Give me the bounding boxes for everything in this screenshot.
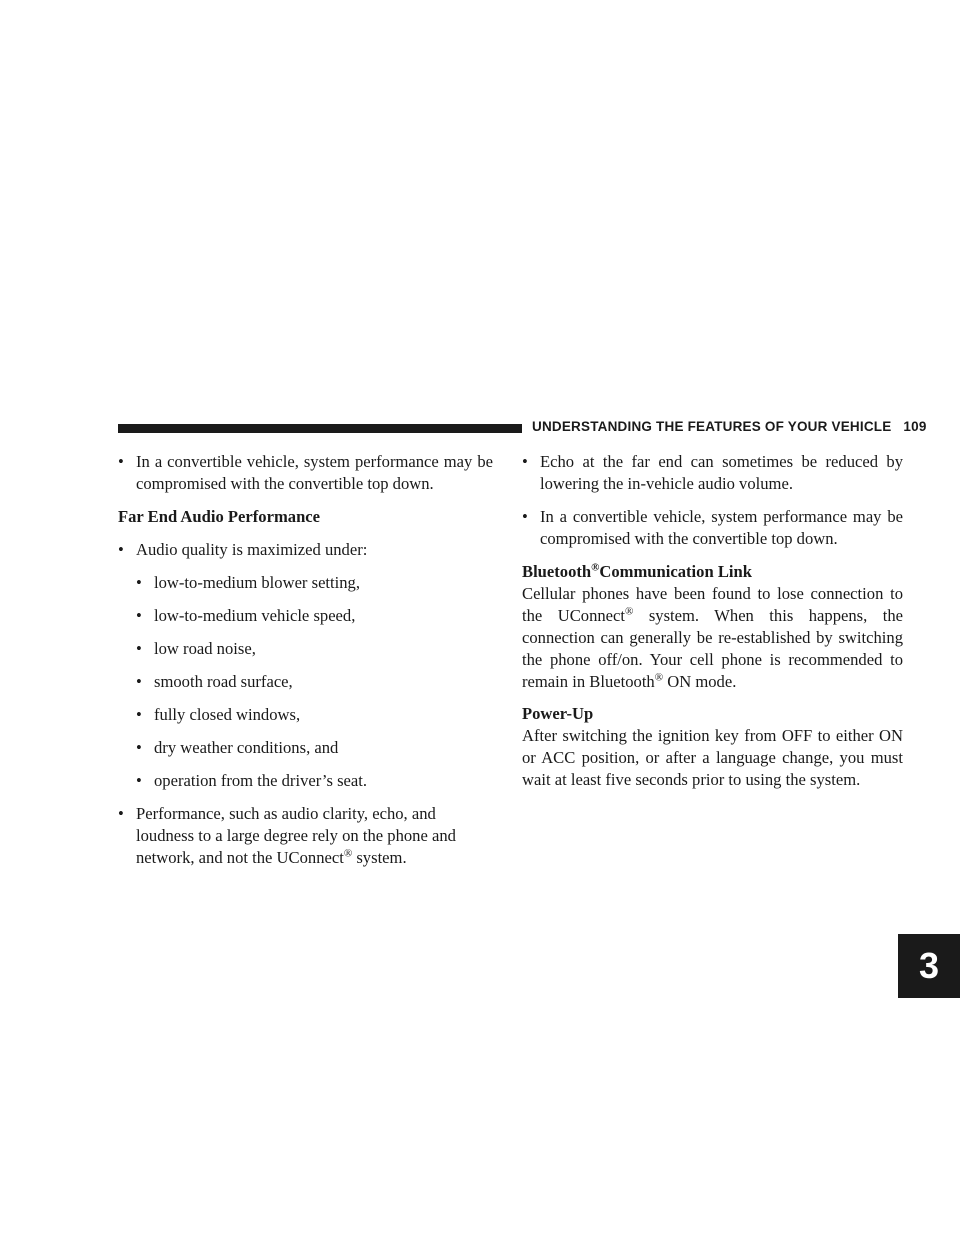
- page-number: 109: [903, 419, 927, 434]
- list-item: • In a convertible vehicle, system performance may be compromised with the convertible top down.: [522, 507, 903, 548]
- header-rule: [118, 424, 522, 433]
- body-paragraph: Cellular phones have been found to lose connection to the UConnect® system. When this happens, the connection can generally be re-established by switching the phone off/on. Your cell phone is recommended to remain in Bluetooth® ON mode.: [522, 584, 903, 691]
- section-heading: Far End Audio Performance: [118, 507, 321, 526]
- sub-list-item: • low-to-medium vehicle speed,: [136, 606, 356, 625]
- bullet-icon: •: [136, 573, 142, 592]
- bullet-icon: •: [118, 540, 124, 559]
- sub-list-item: • low road noise,: [136, 639, 256, 658]
- bullet-icon: •: [522, 452, 528, 471]
- section-heading: Power-Up: [522, 704, 594, 723]
- sub-list-item: • fully closed windows,: [136, 705, 301, 724]
- sub-list-item: • dry weather conditions, and: [136, 738, 339, 757]
- sub-list-item: • operation from the driver’s seat.: [136, 771, 368, 790]
- registered-mark: ®: [591, 561, 600, 574]
- sub-list-item: • smooth road surface,: [136, 672, 293, 691]
- bullet-icon: •: [136, 639, 142, 658]
- bullet-icon: •: [136, 672, 142, 691]
- registered-mark: ®: [343, 847, 353, 860]
- bullet-icon: •: [118, 804, 124, 823]
- registered-mark: ®: [625, 605, 634, 618]
- list-item: • In a convertible vehicle, system performance may be compromised with the convertible top down.: [118, 452, 493, 493]
- bullet-icon: •: [118, 452, 124, 471]
- bullet-icon: •: [522, 507, 528, 526]
- list-item: • Echo at the far end can sometimes be reduced by lowering the in-vehicle audio volume.: [522, 452, 903, 493]
- left-column: [118, 451, 493, 880]
- sub-list-item: • low-to-medium blower setting,: [136, 573, 361, 592]
- section-heading: Bluetooth®Communication Link: [522, 561, 752, 581]
- bullet-icon: •: [136, 606, 142, 625]
- list-item: • Audio quality is maximized under:: [118, 540, 368, 559]
- list-item: • Performance, such as audio clarity, echo, and loudness to a large degree rely on the phone and network, and not the UConnect® system.: [118, 804, 456, 867]
- bullet-icon: •: [136, 771, 142, 790]
- right-column: [522, 451, 903, 801]
- running-header: [532, 419, 927, 434]
- registered-mark: ®: [654, 671, 664, 684]
- bullet-icon: •: [136, 738, 142, 757]
- body-paragraph: After switching the ignition key from OFF to either ON or ACC position, or after a language change, you must wait at least five seconds prior to using the system.: [522, 726, 903, 789]
- chapter-tab: 3: [898, 934, 960, 998]
- bullet-icon: •: [136, 705, 142, 724]
- section-title: UNDERSTANDING THE FEATURES OF YOUR VEHICLE: [532, 419, 892, 434]
